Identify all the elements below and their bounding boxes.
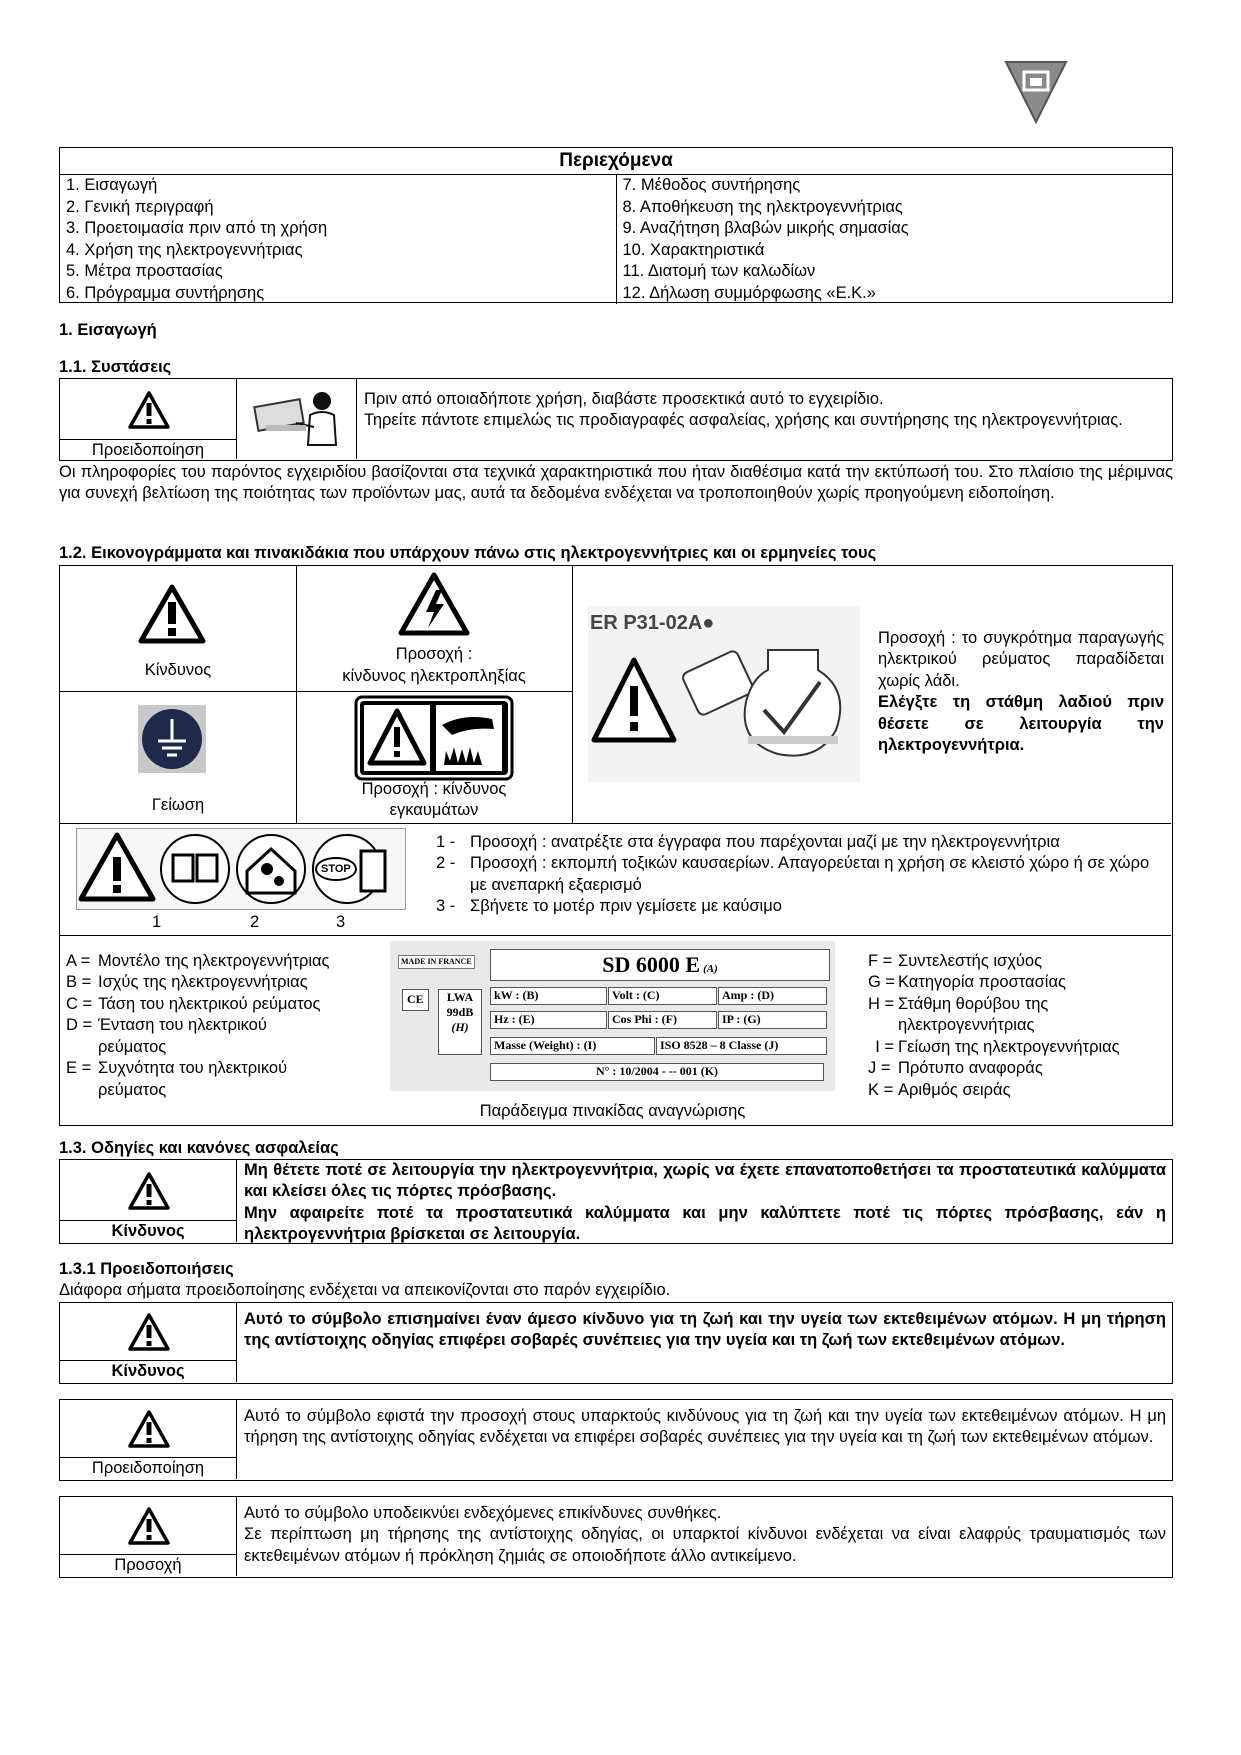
danger-cell — [60, 1303, 237, 1382]
recommendation-line: Πριν από οποιαδήποτε χρήση, διαβάστε προσεκτικά αυτό το εγχειρίδιο. — [364, 390, 884, 408]
burn-label-2: εγκαυμάτων — [389, 801, 479, 819]
legend-item — [436, 896, 1166, 917]
warning-signal-text: Αυτό το σύμβολο εφιστά την προσοχή στους υπαρκτούς κινδύνους για τη ζωή και την υγεία των εκτεθειμένων ατόμων. Η μη τήρηση της αντίστοιχης οδηγίας ενδέχεται να επιφέρει σοβαρές συνέπειες για την υγεία και τη ζωή των εκτεθειμένων ατόμων. — [244, 1407, 1166, 1447]
legend-item — [436, 853, 1166, 896]
plate-legend-left — [66, 951, 366, 1101]
legend-number: 2 - — [436, 854, 456, 873]
plate-ip: IP : (G) — [718, 1011, 827, 1029]
plate-h: (H) — [451, 1020, 469, 1034]
plate-legend-value: Ισχύς της ηλεκτρογεννήτριας — [98, 973, 308, 992]
caution-signal-text — [244, 1503, 1166, 1567]
danger-signal-box — [59, 1302, 1173, 1384]
warning-signal-box — [59, 1399, 1173, 1481]
read-manual-icon — [236, 379, 356, 459]
warning-triangle-icon — [128, 1410, 170, 1448]
plate-kw: kW : (B) — [490, 987, 607, 1005]
plate-legend-key: A = — [66, 952, 91, 970]
plate-hz: Hz : (E) — [490, 1011, 607, 1029]
danger-label: Κίνδυνος — [60, 1220, 236, 1242]
plate-made-in: MADE IN FRANCE — [398, 955, 475, 969]
section-1-1-title: 1.1. Συστάσεις — [59, 358, 172, 376]
warnings-intro: Διάφορα σήματα προειδοποίησης ενδέχεται να απεικονίζονται στο παρόν εγχειρίδιο. — [59, 1281, 671, 1299]
recommendation-line: Τηρείτε πάντοτε επιμελώς τις προδιαγραφές ασφαλείας, χρήσης και συντήρησης της ηλεκτρογεννήτριας. — [364, 411, 1123, 430]
plate-model-box — [490, 949, 830, 981]
electric-shock-cell — [296, 566, 572, 691]
plate-legend-value: Κατηγορία προστασίας — [898, 973, 1066, 992]
noise-level-box — [438, 989, 482, 1055]
caution-triangle-icon — [128, 1507, 170, 1545]
safety-rule: Μην αφαιρείτε ποτέ τα προστατευτικά καλύμματα και μην καλύπτετε ποτέ τις πόρτες πρόσβασης, εάν η ηλεκτρογεννήτρια βρίσκεται σε λειτουργία. — [244, 1203, 1166, 1244]
plate-legend-key: H = — [868, 994, 895, 1013]
safety-rules-text — [244, 1160, 1166, 1246]
plate-model: SD 6000 E — [602, 952, 701, 977]
pictogram-number: 1 — [152, 913, 162, 931]
oil-level-image — [588, 606, 860, 782]
danger-triangle-icon — [138, 584, 206, 644]
plate-legend-key: D = — [66, 1016, 93, 1035]
warning-triangle-icon — [128, 391, 170, 429]
toc-item[interactable]: 3. Προετοιμασία πριν από τη χρήση — [66, 219, 328, 237]
earth-label: Γείωση — [151, 796, 205, 814]
plate-legend-value: Συντελεστής ισχύος — [898, 952, 1043, 970]
pictogram-legend-list — [436, 832, 1166, 918]
toc-title: Περιεχόμενα — [60, 148, 1172, 175]
section-1-title: 1. Εισαγωγή — [59, 321, 157, 339]
danger-triangle-icon — [128, 1313, 170, 1351]
plate-legend-item — [868, 1080, 1168, 1101]
danger-triangle-icon — [128, 1172, 170, 1210]
plate-legend-value: Ένταση του ηλεκτρικού ρεύματος — [98, 1016, 267, 1056]
plate-mass: Masse (Weight) : (I) — [490, 1037, 655, 1055]
warning-cell — [60, 1400, 237, 1479]
oil-instruction: Ελέγξτε τη στάθμη λαδιού πριν θέσετε σε λειτουργία την ηλεκτρογεννήτρια. — [878, 693, 1164, 755]
toc-right-column — [616, 175, 1172, 304]
safety-rule: Μη θέτετε ποτέ σε λειτουργία την ηλεκτρογεννήτρια, χωρίς να έχετε επανατοποθετήσει τα προστατευτικά καλύμματα και κλείσει όλες τις πόρτες πρόσβασης. — [244, 1161, 1166, 1201]
plate-legend-value: Μοντέλο της ηλεκτρογεννήτριας — [98, 952, 330, 970]
toc-item[interactable]: 10. Χαρακτηριστικά — [622, 240, 765, 259]
toc-item[interactable]: 5. Μέτρα προστασίας — [66, 262, 223, 280]
burn-cell — [296, 691, 572, 823]
plate-volt: Volt : (C) — [608, 987, 717, 1005]
plate-legend-key: K = — [868, 1080, 894, 1099]
plate-iso: ISO 8528 – 8 Classe (J) — [656, 1037, 827, 1055]
toc-item[interactable]: 1. Εισαγωγή — [66, 176, 158, 194]
caution-label: Προσοχή — [60, 1554, 236, 1576]
oil-text — [878, 628, 1164, 757]
plate-legend-item — [66, 1058, 366, 1101]
safety-rules-box — [59, 1159, 1173, 1244]
electric-shock-icon — [398, 572, 470, 636]
caution-cell — [60, 1497, 237, 1576]
plate-legend-key: B = — [66, 973, 92, 992]
plate-legend-item — [66, 951, 366, 972]
caution-line: Σε περίπτωση μη τήρησης της αντίστοιχης οδηγίας, οι υπαρκτοί κίνδυνοι ενδέχεται να είναι ελαφρύς τραυματισμός των εκτεθειμένων ατόμων ή πρόκληση ζημιάς σε οποιοδήποτε άλλο αντικείμενο. — [244, 1525, 1166, 1565]
plate-legend-item — [868, 1037, 1168, 1058]
plate-legend-value: Πρότυπο αναφοράς — [898, 1059, 1043, 1078]
danger-label: Κίνδυνος — [144, 661, 212, 679]
plate-cos-phi: Cos Phi : (F) — [608, 1011, 717, 1029]
toc-item[interactable]: 7. Μέθοδος συντήρησης — [622, 176, 801, 194]
plate-legend-value: Τάση του ηλεκτρικού ρεύματος — [98, 994, 321, 1013]
plate-legend-item — [868, 951, 1168, 972]
earth-ground-icon — [138, 705, 206, 773]
safety-pictogram-strip — [76, 828, 406, 910]
plate-legend-value: Γείωση της ηλεκτρογεννήτριας — [898, 1037, 1120, 1056]
legend-text: Σβήνετε το μοτέρ πριν γεμίσετε με καύσιμο — [470, 897, 782, 916]
plate-legend-key: F = — [868, 952, 893, 970]
plate-legend-item — [66, 994, 366, 1015]
electric-label-2: κίνδυνος ηλεκτροπληξίας — [342, 667, 526, 685]
ce-mark: CE — [402, 989, 429, 1011]
danger-signal-text: Αυτό το σύμβολο επισημαίνει έναν άμεσο κίνδυνο για τη ζωή και την υγεία των εκτεθειμένων ατόμων. Η μη τήρηση της αντίστοιχης οδηγίας επιφέρει σοβαρές συνέπειες για την υγεία και τη ζωή των εκτεθειμένων ατόμων. — [244, 1310, 1166, 1350]
toc-item[interactable]: 12. Δήλωση συμμόρφωσης «Ε.Κ.» — [622, 283, 876, 302]
plate-legend-item — [868, 994, 1168, 1037]
legend-number: 1 - — [436, 833, 456, 851]
plate-legend-item — [66, 1015, 366, 1058]
plate-amp: Amp : (D) — [718, 987, 827, 1005]
caution-line: Αυτό το σύμβολο υποδεικνύει ενδεχόμενες επικίνδυνες συνθήκες. — [244, 1504, 722, 1522]
er-label: ER P31-02A● — [590, 612, 715, 634]
legend-text: Προσοχή : εκπομπή τοξικών καυσαερίων. Απαγορεύεται η χρήση σε κλειστό χώρο ή σε χώρο με ανεπαρκή εξαερισμό — [470, 854, 1150, 894]
legend-item — [436, 832, 1166, 853]
plate-legend-item — [868, 1058, 1168, 1079]
toc-item[interactable]: 9. Αναζήτηση βλαβών μικρής σημασίας — [622, 219, 909, 237]
identification-plate — [390, 941, 835, 1091]
electric-label-1: Προσοχή : — [395, 645, 473, 663]
toc-item[interactable]: 11. Διατομή των καλωδίων — [622, 262, 816, 280]
plate-lwa: LWA — [446, 990, 474, 1004]
warning-label: Προειδοποίηση — [60, 439, 236, 461]
burn-hazard-icon — [354, 695, 514, 781]
warning-label: Προειδοποίηση — [60, 1457, 236, 1479]
plate-legend-key: E = — [66, 1059, 92, 1078]
legend-text: Προσοχή : ανατρέξτε στα έγγραφα που παρέχονται μαζί με την ηλεκτρογεννήτρια — [470, 833, 1060, 851]
caution-signal-box — [59, 1496, 1173, 1578]
read-manual-pictogram — [236, 379, 357, 459]
plate-model-tag: (A) — [703, 963, 718, 975]
recommendations-text — [364, 389, 1166, 432]
section-1-3-title: 1.3. Οδηγίες και κανόνες ασφαλείας — [59, 1139, 339, 1157]
plate-legend-key: I = — [875, 1037, 894, 1056]
pictogram-number: 3 — [336, 913, 346, 931]
recommendations-box — [59, 378, 1173, 461]
brand-logo — [1000, 56, 1072, 128]
section-1-3-1-title: 1.3.1 Προειδοποιήσεις — [59, 1260, 234, 1278]
plate-legend-right — [868, 951, 1168, 1101]
plate-legend-key: C = — [66, 994, 93, 1013]
plate-legend-value: Συχνότητα του ηλεκτρικού ρεύματος — [98, 1059, 288, 1099]
oil-check-icon — [588, 630, 860, 780]
danger-label: Κίνδυνος — [60, 1360, 236, 1382]
toc-box — [59, 147, 1173, 303]
danger-pictogram-cell — [60, 566, 296, 691]
plate-caption: Παράδειγμα πινακίδας αναγνώρισης — [479, 1102, 746, 1120]
toc-item[interactable]: 8. Αποθήκευση της ηλεκτρογεννήτριας — [622, 197, 903, 216]
toc-item[interactable]: 2. Γενική περιγραφή — [66, 197, 214, 216]
legend-number: 3 - — [436, 897, 456, 916]
plate-legend-key: J = — [868, 1059, 891, 1078]
plate-serial: N° : 10/2004 - -- 001 (K) — [490, 1063, 824, 1081]
burn-label-1: Προσοχή : κίνδυνος — [361, 780, 507, 798]
toc-item[interactable]: 6. Πρόγραμμα συντήρησης — [66, 283, 265, 302]
oil-notice: Προσοχή : το συγκρότημα παραγωγής ηλεκτρικού ρεύματος παραδίδεται χωρίς λάδι. — [878, 629, 1164, 690]
toc-left-column — [60, 175, 616, 304]
warning-cell — [60, 379, 237, 459]
plate-legend-item — [868, 972, 1168, 993]
plate-legend-value: Στάθμη θορύβου της ηλεκτρογεννήτριας — [898, 994, 1049, 1035]
info-paragraph: Οι πληροφορίες του παρόντος εγχειριδίου βασίζονται στα τεχνικά χαρακτηριστικά που ήταν διαθέσιμα κατά την εκτύπωσή του. Στο πλαίσιο της μέριμνας για συνεχή βελτίωση της ποιότητας των προϊόντων μας, αυτά τα δεδομένα ενδέχεται να τροποποιηθούν χωρίς προηγούμενη ειδοποίηση. — [59, 463, 1173, 503]
plate-db: 99dB — [446, 1005, 474, 1019]
stop-sign-icon: STOP — [315, 857, 357, 881]
plate-legend-key: G = — [868, 973, 896, 992]
plate-legend-value: Αριθμός σειράς — [898, 1080, 1011, 1099]
pictogram-number: 2 — [250, 913, 260, 931]
danger-cell — [60, 1160, 237, 1242]
earth-cell — [60, 691, 296, 823]
section-1-2-title: 1.2. Εικονογράμματα και πινακιδάκια που υπάρχουν πάνω στις ηλεκτρογεννήτριες και οι ερμηνείες τους — [59, 544, 877, 562]
plate-legend-item — [66, 972, 366, 993]
pictograms-table — [59, 565, 1173, 1126]
toc-item[interactable]: 4. Χρήση της ηλεκτρογεννήτριας — [66, 240, 303, 259]
